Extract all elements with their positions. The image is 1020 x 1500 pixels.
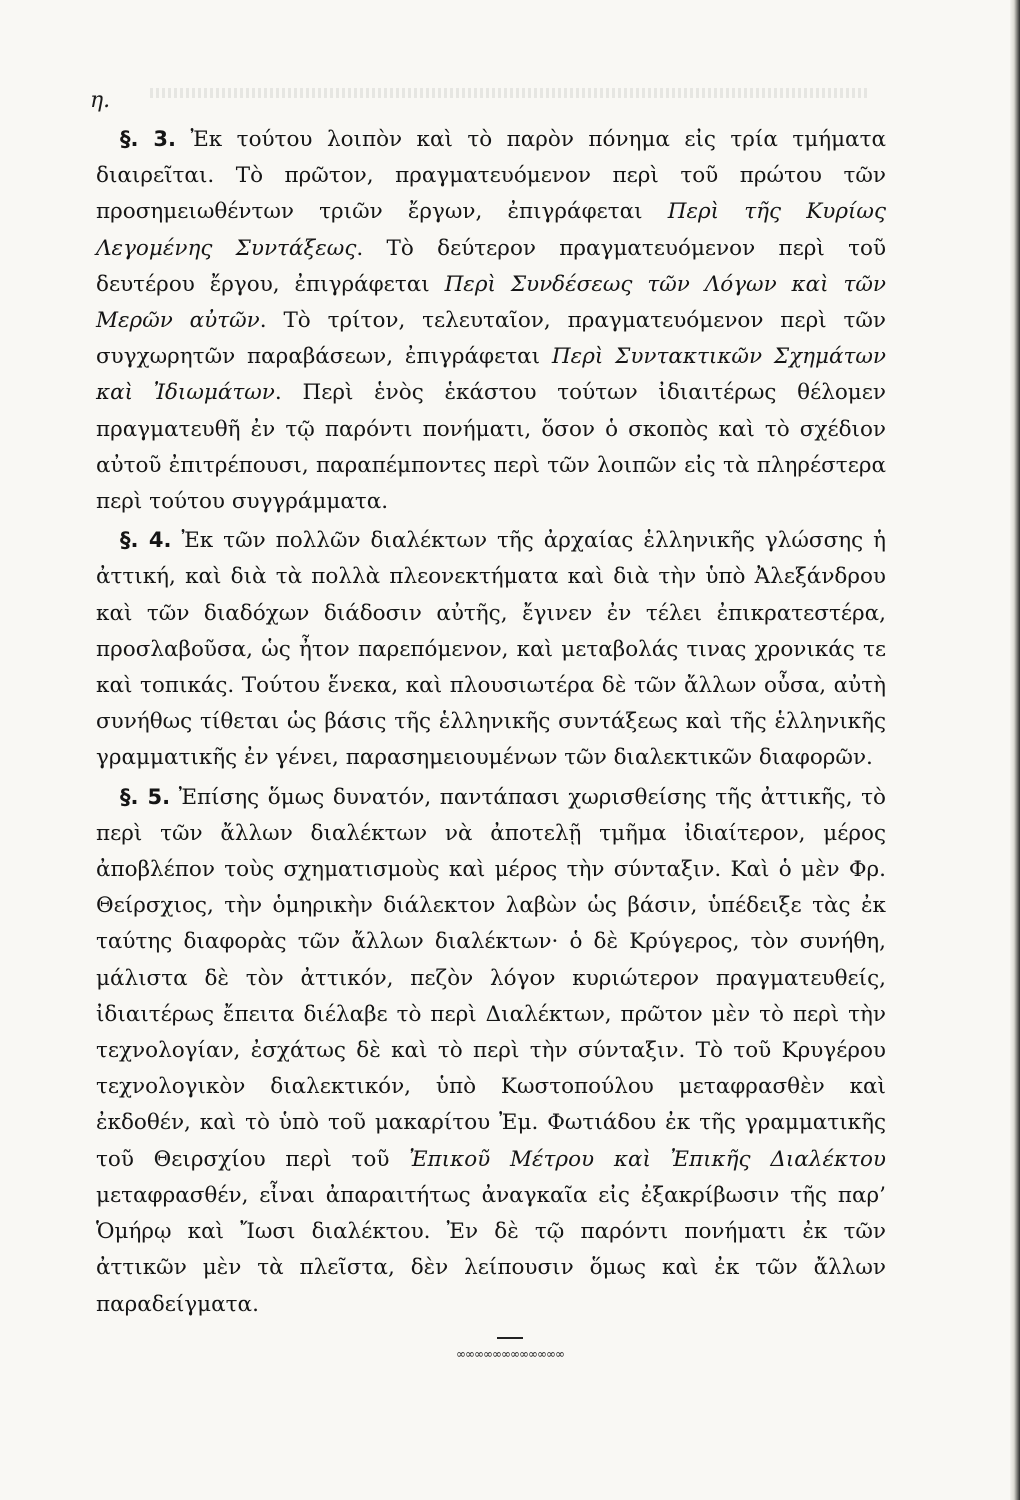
section-number: §. 4. — [120, 528, 172, 553]
paragraph-section-3 — [96, 121, 886, 520]
show-through-strip — [150, 88, 870, 98]
paragraph-text: . Περὶ ἑνὸς ἑκάστου τούτων ἰδιαιτέρως θέλομεν πραγματευθῆ ἐν τῷ παρόντι πονήματι, ὅσον ὁ σκοπὸς καὶ τὸ σχέδιον αὐτοῦ ἐπιτρέπουσι, παραπέμποντες περὶ τῶν λοιπῶν εἰς τὰ πληρέστερα περὶ τούτου συγγράμματα. — [96, 380, 886, 515]
section-number: §. 3. — [120, 127, 176, 151]
paragraph-text: . Τὸ δεύτερον πραγματευόμενον περὶ τοῦ δευτέρου ἔργου, ἐπιγράφεται — [96, 235, 887, 297]
italic-title: Ἐπικοῦ Μέτρου καὶ Ἐπικῆς Διαλέκτου — [409, 1146, 886, 1172]
page-number: η. — [90, 88, 111, 113]
page-edge-shadow — [1010, 0, 1020, 1500]
paragraph-text: . Τὸ τρίτον, τελευταῖον, πραγματευόμενον περὶ τῶν συγχωρητῶν παραβάσεων, ἐπιγράφεται — [96, 308, 886, 370]
paragraph-text: Ἐπίσης ὅμως δυνατόν, παντάπασι χωρισθείσης τῆς ἀττικῆς, τὸ περὶ τῶν ἄλλων διαλέκτων νὰ ἀποτελῇ τμῆμα ἰδιαίτερον, μέρος ἀποβλέπον τοὺς σχηματισμοὺς καὶ μέρος τὴν σύνταξιν. Καὶ ὁ μὲν Φρ. Θείρσχιος, τὴν ὁμηρικὴν διάλεκτον λαβὼν ὡς βάσιν, ὑπέδειξε τὰς ἐκ ταύτης διαφορὰς τῶν ἄλλων διαλέκτων· ὁ δὲ Κρύγερος, τὸν συνήθη, μάλιστα δὲ τὸν ἀττικόν, πεζὸν λόγον κυριώτερον πραγματευθείς, ἰδιαιτέρως ἔπειτα διέλαβε τὸ περὶ Διαλέκτων, πρῶτον μὲν τὸ περὶ τὴν τεχνολογίαν, ἐσχάτως δὲ καὶ τὸ περὶ τὴν σύνταξιν. Τὸ τοῦ Κρυγέρου τεχνολογικὸν διαλεκτικόν, ὑπὸ Κωστοπούλου μεταφρασθὲν καὶ ἐκδοθέν, καὶ τὸ ὑπὸ τοῦ μακαρίτου Ἐμ. Φωτιάδου ἐκ τῆς γραμματικῆς τοῦ Θειρσχίου περὶ τοῦ — [96, 784, 886, 1172]
ornament-rule — [497, 1337, 523, 1339]
italic-title: Περὶ Συνδέσεως τῶν Λόγων καὶ τῶν Μερῶν αὐτῶν — [96, 271, 886, 334]
body-text — [96, 121, 886, 1325]
paragraph-text: μεταφρασθέν, εἶναι ἀπαραιτήτως ἀναγκαῖα εἰς ἐξακρίβωσιν τῆς παρ’ Ὁμήρῳ καὶ Ἴωσι διαλέκτου. Ἐν δὲ τῷ παρόντι πονήματι ἐκ τῶν ἀττικῶν μὲν τὰ πλεῖστα, δὲν λείπουσιν ὅμως καὶ ἐκ τῶν ἄλλων παραδείγματα. — [96, 1182, 886, 1317]
paragraph-section-5 — [96, 779, 886, 1323]
ornament-chain: ∞∞∞∞∞∞∞∞∞∞∞∞ — [456, 1347, 564, 1361]
end-ornament — [0, 1337, 1020, 1363]
paragraph-section-4 — [96, 522, 886, 776]
italic-title: Περὶ τῆς Κυρίως Λεγομένης Συντάξεως — [96, 199, 886, 261]
paragraph-text: Ἐκ τούτου λοιπὸν καὶ τὸ παρὸν πόνημα εἰς τρία τμήματα διαιρεῖται. Τὸ πρῶτον, πραγματευόμενον περὶ τοῦ πρώτου τῶν προσημειωθέντων τριῶν ἔργων, ἐπιγράφεται — [96, 127, 886, 225]
paragraph-text: Ἐκ τῶν πολλῶν διαλέκτων τῆς ἀρχαίας ἑλληνικῆς γλώσσης ἡ ἀττική, καὶ διὰ τὰ πολλὰ πλεονεκτήματα καὶ διὰ τὴν ὑπὸ Ἀλεξάνδρου καὶ τῶν διαδόχων διάδοσιν αὐτῆς, ἔγινεν ἐν τέλει ἐπικρατεστέρα, προσλαβοῦσα, ὡς ἦτον παρεπόμενον, καὶ μεταβολάς τινας χρονικάς τε καὶ τοπικάς. Τούτου ἕνεκα, καὶ πλουσιωτέρα δὲ τῶν ἄλλων οὖσα, αὐτὴ συνήθως τίθεται ὡς βάσις τῆς ἑλληνικῆς συντάξεως καὶ τῆς ἑλληνικῆς γραμματικῆς ἐν γένει, παρασημειουμένων τῶν διαλεκτικῶν διαφορῶν. — [96, 528, 886, 771]
italic-title: Περὶ Συντακτικῶν Σχημάτων καὶ Ἰδιωμάτων — [96, 344, 886, 406]
section-number: §. 5. — [120, 784, 171, 809]
